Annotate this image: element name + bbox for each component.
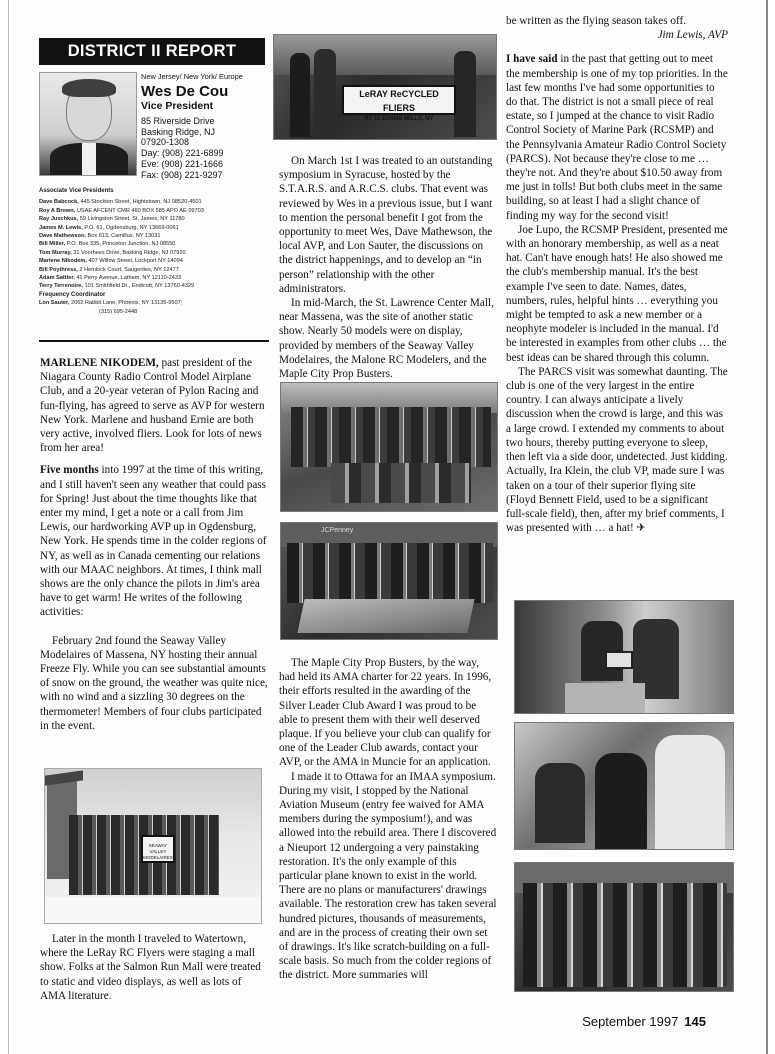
avp-name: Roy A Brown, — [39, 207, 76, 214]
fax-number: Fax: (908) 221-9297 — [141, 169, 223, 180]
paragraph: On March 1st I was treated to an outstanding symposium in Syracuse, hosted by the S.T.A.R.S. and A.R.C.S. clubs. That event was reviewed by Wes in a previous issue, but I want to mention the personal benefit I got from the opportunity to meet Wes, Dave Mathewson, the local AVP, and Lon Sauter, the discussions on the district happenings, and to develop an “in person” relationship with the other administrators. — [279, 155, 493, 295]
paragraph: in the past that getting out to meet the membership is one of my top priorities. In the last few months I've had some opportunities to do that. The district is not a small piece of real estate, so I jumped at the chance to visit Radio Control Society of Marine Park (RCSMP) and the Pennsylvania Amateur Radio Control Society (PARCS). Not because they're close to me …they're not. And they're about $10.50 away from me just in tolls! But both clubs meet in the same building, so at least I had a slight chance of finding my way for the second visit! — [506, 53, 728, 222]
freeze-fly-photo — [44, 768, 262, 924]
coordinator-address: 2062 Rabbit Lane, Phoenix, NY 13135-9507; — [69, 300, 183, 307]
address-line: Basking Ridge, NJ — [141, 126, 216, 137]
avp-name: Bill Poythress, — [39, 266, 78, 273]
address-line: 85 Riverside Drive — [141, 116, 215, 126]
parcs-group-photo — [514, 862, 734, 992]
avp-entry — [39, 249, 269, 257]
avp-address: P.O. Box 335, Princeton Junction, NJ 08550 — [65, 241, 176, 248]
lead-five-months: Five months — [40, 464, 99, 477]
paragraph: past president of the Niagara County Radio Control Model Airplane Club, and a 20-year veteran of Pylon Racing and fun-flying, has agreed to serve as AVP for western New York. Marlene and husband Ernie are both very active, involved fliers. Look for lots of news from her area! — [40, 357, 265, 455]
associate-vp-list — [39, 187, 269, 316]
avp-address: 31 Voorhees Drive, Basking Ridge, NJ 07920 — [71, 249, 186, 256]
avp-address: 59 Livingston Street, St. James, NY 11780 — [78, 216, 185, 223]
vp-name: Wes De Cou — [141, 83, 229, 100]
avp-entry — [39, 266, 269, 274]
column-two-text-bottom — [279, 656, 497, 983]
store-sign: JCPenney — [321, 527, 354, 534]
paragraph: into 1997 at the time of this writing, and I still haven't seen any weather that could pass for Spring! Just about the time thoughts like that enter my mind, I get a note or a call from Jim Lewis, our hardworking AVP up in Ogdensburg, New York. He spends time in the colder regions of NY, as well as in Canada cementing our relations with our MAAC neighbors. At times, I think mall shows are the only chance the pilots in Jim's area have to get warm! He writes of the following activities: — [40, 464, 267, 619]
issue-date: September 1997 — [582, 1014, 679, 1029]
avp-name: Dave Mathewson, — [39, 233, 86, 240]
avp-entry — [39, 274, 269, 282]
avp-name: James M. Lewis, — [39, 224, 83, 231]
district-report-banner: DISTRICT II REPORT — [39, 38, 265, 65]
evening-phone: Eve: (908) 221-1666 — [141, 158, 224, 169]
avp-address: P.O. 61, Ogdensburg, NY 13669-0061 — [82, 224, 179, 231]
page-number: 145 — [684, 1014, 706, 1029]
avp-address: 2 Hemlock Court, Saugerties, NY 12477 — [77, 266, 179, 273]
mall-show-photo — [280, 522, 498, 640]
lead-i-have-said: I have said — [506, 53, 558, 66]
sign-line: RT 11 EVANS MILLS, NY — [364, 116, 434, 122]
paragraph: February 2nd found the Seaway Valley Modelaires of Massena, NY hosting their annual Freeze Fly. While you can see substantial amounts of snow on the ground, the weather was quite nice, with no wind and a sizzling 30 degrees on the thermometer! Members of four clubs participated in the event. — [40, 634, 268, 732]
plaque-presentation-photo — [514, 600, 734, 714]
avp-entry — [39, 198, 269, 206]
sign-line: LeRAY ReCYCLED FLIERS — [359, 89, 439, 113]
signature: Jim Lewis, AVP — [657, 29, 728, 42]
avp-entry — [39, 257, 269, 265]
leray-flyers-photo — [273, 34, 497, 140]
vp-contact — [141, 116, 224, 180]
address-line: 07920-1308 — [141, 137, 190, 148]
avp-heading: Associate Vice Presidents — [39, 188, 114, 194]
avp-entry — [39, 207, 269, 215]
paragraph: The Maple City Prop Busters, by the way, had held its AMA charter for 22 years. In 1996, their efforts resulted in the awarding of the Silver Leader Club Award I was proud to be able to present them with their well deserved plaque. If you believe your club can qualify for one of the Leader Club awards, contact your AVP, or the AMA in Muncie for an application. — [279, 657, 492, 769]
avp-name: Ray Juschkus, — [39, 216, 79, 223]
paragraph: be written as the flying season takes off. — [506, 15, 686, 27]
seaway-valley-group-photo — [280, 382, 498, 512]
avp-entry — [39, 215, 269, 223]
avp-name: Bill Miller, — [39, 241, 66, 248]
vice-president-portrait — [39, 72, 137, 176]
vp-title: Vice President — [141, 100, 214, 112]
avp-entry — [39, 282, 269, 290]
leray-banner-sign — [342, 85, 456, 122]
frequency-heading: Frequency Coordinator — [39, 291, 106, 298]
column-one-text — [40, 356, 268, 733]
avp-name: Marlene Nikodem, — [39, 258, 87, 265]
avp-name: Terry Terrenoire, — [39, 283, 83, 290]
avp-address: 445 Stockton Street, Hightstown, NJ 08520-4501 — [78, 199, 202, 206]
coordinator-phone: (315) 695-2448 — [99, 308, 138, 315]
avp-address: USAE AFCENT CMR 460 BOX 585 APO AE 09703 — [75, 207, 204, 214]
avp-name: Adam Sattler, — [39, 275, 75, 282]
magazine-page — [8, 0, 768, 1054]
avp-address: 101 Smithfield Dr., Endicott, NY 13760-4329 — [82, 283, 195, 290]
avp-entry — [39, 232, 269, 240]
club-sign: SEAWAY VALLEY MODELAIRES — [141, 835, 175, 863]
day-phone: Day: (908) 221-6899 — [141, 148, 224, 159]
avp-name: Tom Murray, — [39, 249, 72, 256]
paragraph: Joe Lupo, the RCSMP President, presented me with an honorary membership, as well as a neat hat. Can't have enough hats! He also showed me the club's membership manual. It's the best example I've seen to date. Names, dates, numbers, rules, helpful hints … everything you might be tempted to ask a new member or a neophyte modeler is included in the manual. I'd be interested in examples from other clubs … the best ideas can be shared through this column. — [506, 223, 728, 364]
paragraph: The PARCS visit was somewhat daunting. The club is one of the very largest in the entire country. I can always anticipate a lively discussion when the crowd is large, and this was a large crowd. I extended my comments to about two hours, thereby putting everyone to sleep, then left via a side door, undetected. Just kidding. Actually, Ira Klein, the club VP, made sure I was taken on a tour of their superior flying site (Floyd Bennett Field, used to be a significant full-scale field), then, after my brief comments, I was presented with … a hat! ✈ — [506, 365, 728, 535]
section-divider — [39, 340, 269, 342]
lead-marlene: MARLENE NIKODEM, — [40, 357, 159, 369]
avp-entry — [39, 240, 269, 248]
avp-address: Box 613, Camillus, NY 13031 — [85, 233, 161, 240]
column-one-caption-text — [40, 932, 268, 1003]
avp-name: Dave Babcock, — [39, 199, 79, 206]
page-footer — [582, 1014, 706, 1029]
avp-entry — [39, 224, 269, 232]
avp-address: 41 Perry Avenue, Latham, NY 12110-2433 — [74, 275, 182, 282]
paragraph: I made it to Ottawa for an IMAA symposium. During my visit, I stopped by the National Aviation Museum (entry fee waived for AMA members during the symposium!), and was allowed into the rebuild area. There I discovered a Nieuport 12 undergoing a very painstaking restoration. It's the only example of this particular plane known to exist in the world. There are no plans or manufacturers' drawings available. The restoration crew has taken several hundred pictures, thousands of measurements, and are in the process of creating their own set of drawings. It's like scratch-building on a full-scale basis. So much from the colder regions of the district. More summaries will — [279, 770, 497, 982]
region-label: New Jersey/ New York/ Europe — [141, 72, 243, 81]
frequency-coordinator — [39, 299, 269, 307]
paragraph: In mid-March, the St. Lawrence Center Mall, near Massena, was the site of another static show. Nearly 50 models were on display, provided by members of the Seaway Valley Modelaires, the Malone RC Modelers, and the Maple City Prop Busters. — [279, 297, 494, 381]
column-two-text-top — [279, 154, 497, 381]
column-three-text — [506, 14, 728, 535]
coordinator-name: Lon Sauter, — [39, 300, 70, 307]
club-meeting-photo — [514, 722, 734, 850]
paragraph: Later in the month I traveled to Watertown, where the LeRay RC Flyers were staging a mall show. Folks at the Salmon Run Mall were treated to static and video displays, as well as lots of AMA literature. — [40, 933, 261, 1002]
avp-address: 407 Willow Street, Lockport NY 14094 — [86, 258, 183, 265]
